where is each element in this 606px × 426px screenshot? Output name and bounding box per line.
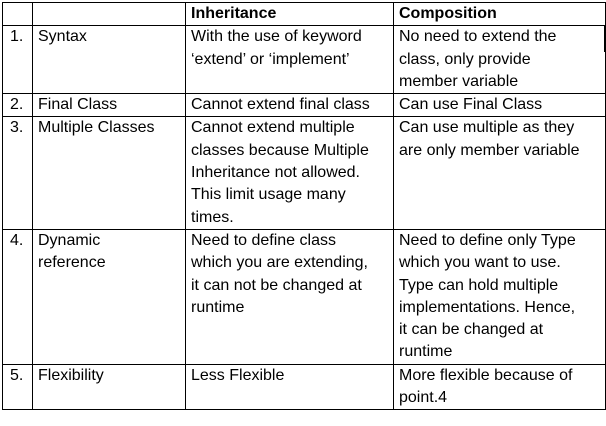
inheritance-cell xyxy=(186,94,394,117)
composition-cell xyxy=(394,94,606,117)
cell-text-line: it can not be changed at xyxy=(191,276,362,294)
header-row xyxy=(3,3,606,26)
composition-cell xyxy=(394,26,606,94)
table-body xyxy=(3,3,606,410)
cell-text-line: Need to define only Type xyxy=(399,231,576,249)
cell-text-line: are only member variable xyxy=(399,141,580,159)
cell-text-line: Final Class xyxy=(38,96,118,114)
cell-text-line: ‘extend’ or ‘implement’ xyxy=(191,50,350,68)
cell-text-line: which you are extending, xyxy=(191,254,368,272)
inheritance-cell xyxy=(186,229,394,364)
cell-text-line: Type can hold multiple xyxy=(399,276,559,294)
composition-cell xyxy=(394,117,606,229)
cell-text-line: point.4 xyxy=(399,389,448,407)
cell-text-line: Multiple Classes xyxy=(38,119,155,137)
row-number: 4. xyxy=(3,229,33,364)
feature-cell xyxy=(33,229,186,364)
composition-cell xyxy=(394,364,606,410)
header-feature xyxy=(33,3,186,26)
cell-text-line: Less Flexible xyxy=(191,366,285,384)
cell-text-line: times. xyxy=(191,208,234,226)
inheritance-cell xyxy=(186,117,394,229)
feature-cell xyxy=(33,26,186,94)
cell-text-line: Cannot extend multiple xyxy=(191,119,355,137)
cell-text-line: which you want to use. xyxy=(399,254,561,272)
cell-text-line: With the use of keyword xyxy=(191,28,362,46)
cell-text-line: implementations. Hence, xyxy=(399,298,576,316)
feature-cell xyxy=(33,117,186,229)
cell-text-line: Syntax xyxy=(38,28,87,46)
cell-text-line: classes because Multiple xyxy=(191,141,369,159)
cell-text-line: reference xyxy=(38,254,106,272)
feature-cell xyxy=(33,364,186,410)
cell-text-line: More flexible because of xyxy=(399,366,573,384)
composition-cell xyxy=(394,229,606,364)
comparison-table xyxy=(2,2,606,410)
cell-text-line: runtime xyxy=(399,343,453,361)
row-number: 1. xyxy=(3,26,33,94)
edge-line xyxy=(604,26,605,52)
header-number xyxy=(3,3,33,26)
cell-text-line: Inheritance not allowed. xyxy=(191,164,360,182)
table-row xyxy=(3,94,606,117)
cell-text-line: it can be changed at xyxy=(399,321,544,339)
header-composition: Composition xyxy=(394,3,606,26)
cell-text-line: This limit usage many xyxy=(191,186,346,204)
header-inheritance: Inheritance xyxy=(186,3,394,26)
inheritance-cell xyxy=(186,26,394,94)
cell-text-line: Can use Final Class xyxy=(399,96,543,114)
row-number: 3. xyxy=(3,117,33,229)
row-number: 2. xyxy=(3,94,33,117)
cell-text-line: runtime xyxy=(191,298,245,316)
row-number: 5. xyxy=(3,364,33,410)
feature-cell xyxy=(33,94,186,117)
cell-text-line: Cannot extend final class xyxy=(191,96,370,114)
cell-text-line: Flexibility xyxy=(38,366,104,384)
table-row xyxy=(3,364,606,410)
table-row xyxy=(3,26,606,94)
cell-text-line: member variable xyxy=(399,72,519,90)
cell-text-line: class, only provide xyxy=(399,50,531,68)
table-row xyxy=(3,229,606,364)
cell-text-line: Dynamic xyxy=(38,231,101,249)
table-row xyxy=(3,117,606,229)
inheritance-cell xyxy=(186,364,394,410)
cell-text-line: No need to extend the xyxy=(399,28,557,46)
cell-text-line: Need to define class xyxy=(191,231,336,249)
cell-text-line: Can use multiple as they xyxy=(399,119,575,137)
